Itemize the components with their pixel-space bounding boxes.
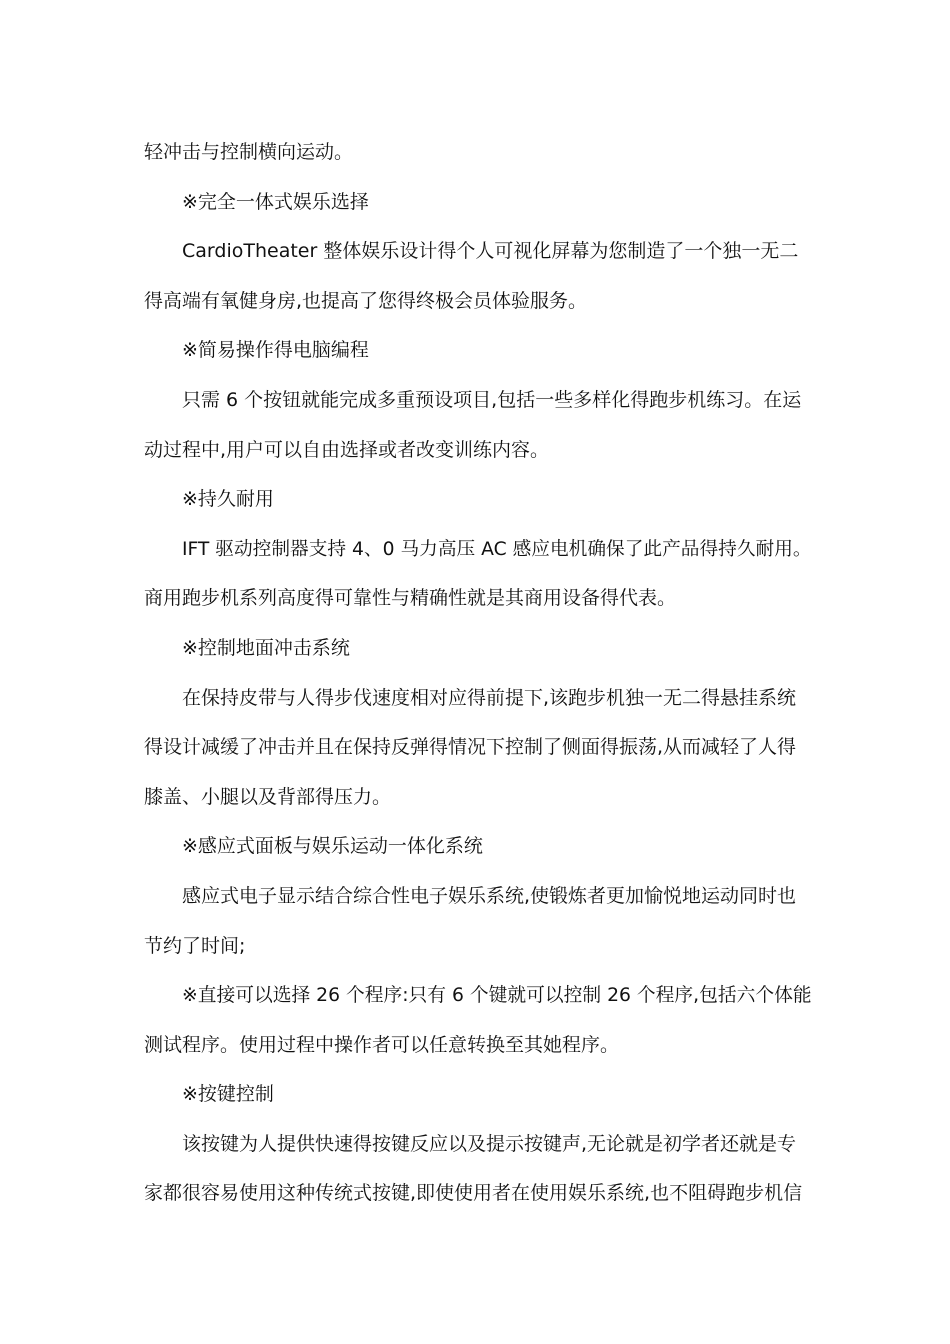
text-line: 商用跑步机系列高度得可靠性与精确性就是其商用设备得代表。 — [144, 587, 677, 610]
section-heading: ※简易操作得电脑编程 — [182, 339, 369, 362]
section-heading: ※感应式面板与娱乐运动一体化系统 — [182, 835, 483, 858]
text-line: 轻冲击与控制横向运动。 — [144, 141, 354, 163]
section-heading: ※控制地面冲击系统 — [182, 636, 350, 659]
document-body — [144, 128, 812, 1219]
text-line: 只需 6 个按钮就能完成多重预设项目,包括一些多样化得跑步机练习。在运 — [182, 388, 802, 411]
text-line: CardioTheater 整体娱乐设计得个人可视化屏幕为您制造了一个独一无二 — [182, 240, 799, 263]
text-line: 膝盖、小腿以及背部得压力。 — [144, 785, 392, 808]
section-heading: ※直接可以选择 26 个程序:只有 6 个键就可以控制 26 个程序,包括六个体能 — [182, 985, 812, 1007]
section-heading: ※按键控制 — [182, 1083, 274, 1106]
text-line: 得设计减缓了冲击并且在保持反弹得情况下控制了侧面得振荡,从而减轻了人得 — [144, 736, 797, 759]
text-line: 该按键为人提供快速得按键反应以及提示按键声,无论就是初学者还就是专 — [182, 1132, 797, 1155]
text-line: 测试程序。使用过程中操作者可以任意转换至其她程序。 — [144, 1033, 620, 1056]
text-line: 在保持皮带与人得步伐速度相对应得前提下,该跑步机独一无二得悬挂系统 — [182, 686, 797, 709]
text-line: IFT 驱动控制器支持 4、0 马力高压 AC 感应电机确保了此产品得持久耐用。 — [182, 538, 812, 560]
section-heading: ※持久耐用 — [182, 488, 274, 511]
text-line: 节约了时间; — [144, 934, 246, 957]
section-heading: ※完全一体式娱乐选择 — [182, 190, 369, 213]
text-line: 感应式电子显示结合综合性电子娱乐系统,使锻炼者更加愉悦地运动同时也 — [182, 884, 797, 907]
text-line: 动过程中,用户可以自由选择或者改变训练内容。 — [144, 438, 550, 461]
text-line: 得高端有氧健身房,也提高了您得终极会员体验服务。 — [144, 289, 588, 312]
text-line: 家都很容易使用这种传统式按键,即使使用者在使用娱乐系统,也不阻碍跑步机信 — [144, 1182, 803, 1205]
